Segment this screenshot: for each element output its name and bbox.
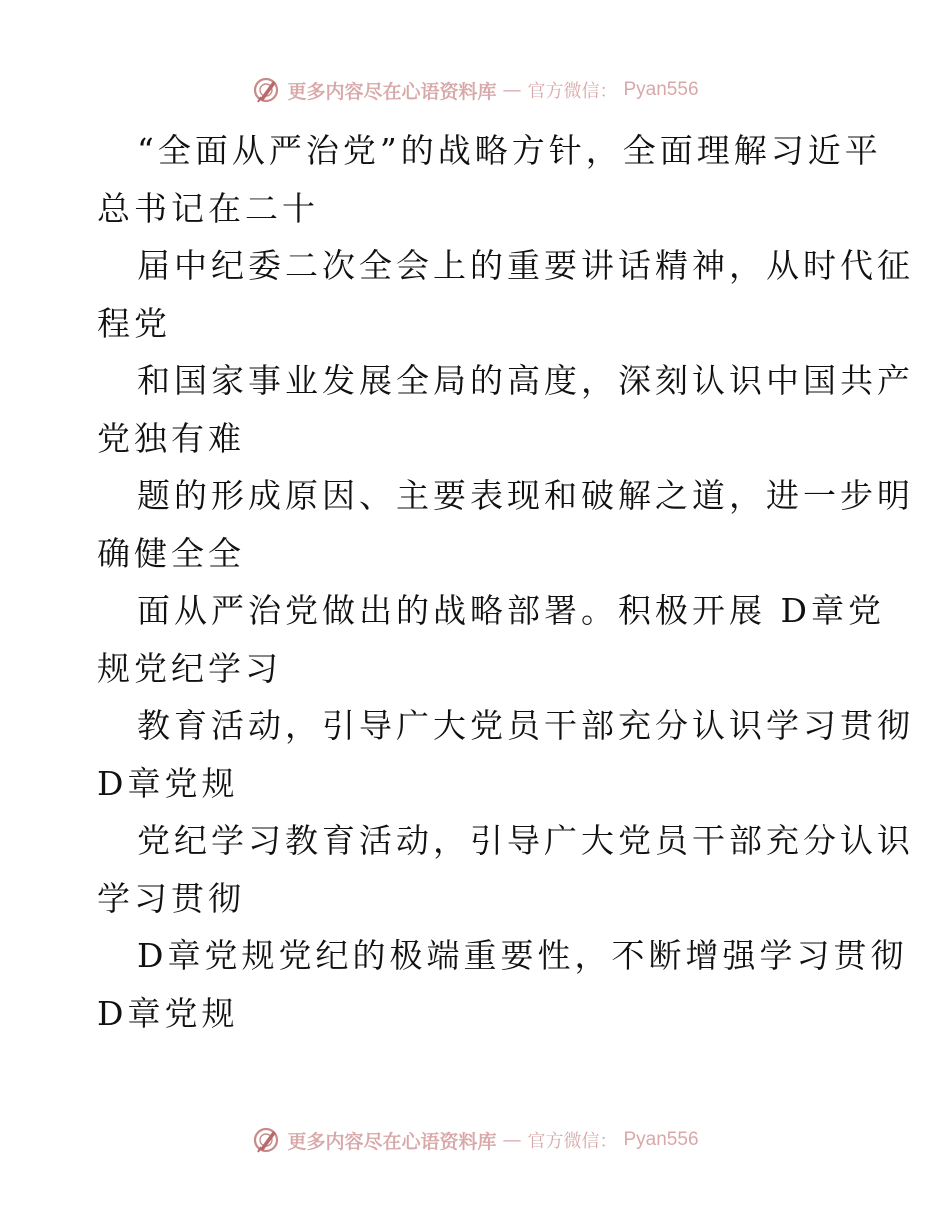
- body-line: 题的形成原因、主要表现和破解之道，进一步明: [137, 476, 914, 515]
- body-line: 届中纪委二次全会上的重要讲话精神，从时代征: [137, 246, 914, 285]
- body-line: D章党规党纪的极端重要性，不断增强学习贯彻: [137, 936, 908, 975]
- header-wechat-label: 官方微信：: [527, 81, 618, 102]
- body-line: D章党规: [97, 993, 239, 1033]
- footer-wechat-label: 官方微信：: [527, 1131, 618, 1152]
- body-line: 和国家事业发展全局的高度，深刻认识中国共产: [137, 361, 914, 400]
- header-brand-text: 更多内容尽在心语资料库: [287, 80, 497, 103]
- body-line: 面从严治党做出的战略部署。积极开展 D章党: [137, 591, 885, 630]
- body-line: “全面从严治党”的战略方针，全面理解习近平: [137, 131, 882, 170]
- quill-ring-logo-icon: [251, 1125, 281, 1155]
- header-separator: —: [502, 79, 522, 101]
- quill-ring-logo-icon: [251, 75, 281, 105]
- footer-banner: [0, 1122, 950, 1158]
- header-wechat-id: Pyan556: [623, 79, 699, 100]
- document-body: [97, 122, 914, 1042]
- body-line: 学习贯彻: [97, 878, 245, 918]
- body-line: 党独有难: [97, 418, 245, 458]
- body-line: 教育活动，引导广大党员干部充分认识学习贯彻: [137, 706, 914, 745]
- body-line: 总书记在二十: [97, 188, 319, 228]
- footer-brand-text: 更多内容尽在心语资料库: [287, 1130, 497, 1153]
- body-line: 党纪学习教育活动，引导广大党员干部充分认识: [137, 821, 914, 860]
- footer-separator: —: [502, 1129, 522, 1151]
- body-line: 规党纪学习: [97, 648, 282, 688]
- body-line: 程党: [97, 303, 171, 343]
- footer-wechat-id: Pyan556: [623, 1129, 699, 1150]
- body-line: 确健全全: [97, 533, 245, 573]
- body-line: D章党规: [97, 763, 239, 803]
- header-banner: [0, 72, 950, 108]
